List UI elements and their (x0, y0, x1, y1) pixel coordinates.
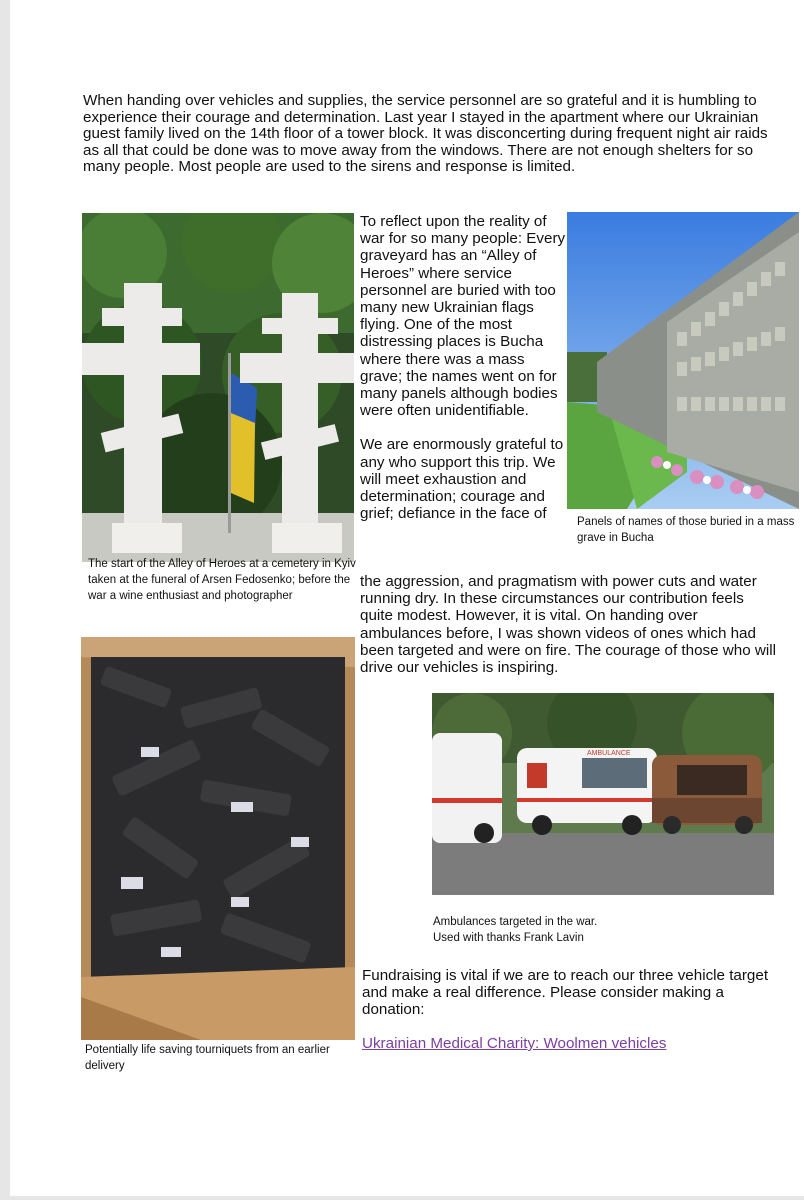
panels-caption: Panels of names of those buried in a mass grave in Bucha (577, 516, 795, 544)
reflect-paragraph: To reflect upon the reality of war for so many people: Every graveyard has an “Alley of Heroes” where service personnel are buried with too many new Ukrainian flags flying. One of the most distressing places is Bucha where there was a mass grave; the names went on for many panels although bodies were often unidentifiable. (360, 213, 566, 420)
ambulances-photo (432, 693, 774, 895)
middle-column (360, 213, 570, 522)
ambulances-caption (433, 915, 733, 947)
alley-of-heroes-photo (82, 213, 354, 562)
bucha-panels-photo (567, 212, 799, 509)
donation-link[interactable]: Ukrainian Medical Charity: Woolmen vehicles (362, 1035, 667, 1052)
tourniquets-caption: Potentially life saving tourniquets from an earlier delivery (85, 1044, 330, 1072)
tourniquets-photo (81, 637, 355, 1040)
ambulances-caption-line1: Ambulances targeted in the war. (433, 916, 598, 928)
grateful-paragraph: We are enormously grateful to any who support this trip. We will meet exhaustion and determination; courage and grief; defiance in the face of (360, 436, 564, 523)
ambulances-caption-line2: Used with thanks Frank Lavin (433, 931, 584, 944)
grateful-continuation: the aggression, and pragmatism with power cuts and water running dry. In these circumstances our contribution feels quite modest. However, it is vital. On handing over ambulances before, I was shown videos of ones which had been targeted and were on fire. The courage of those who will drive our vehicles is inspiring. (360, 573, 776, 677)
document-page (10, 0, 804, 1196)
crosses-caption: The start of the Alley of Heroes at a cemetery in Kyiv taken at the funeral of Arsen Fedosenko; before the war a wine enthusiast and photographer (88, 558, 356, 602)
ambulance-sign: AMBULANCE (587, 750, 631, 757)
closing-paragraph: Fundraising is vital if we are to reach our three vehicle target and make a real difference. Please consider making a donation: (362, 967, 769, 1018)
intro-paragraph: When handing over vehicles and supplies, the service personnel are so grateful and it is humbling to experience their courage and determination. Last year I stayed in the apartment where our Ukrainian guest family lived on the 14th floor of a tower block. It was disconcerting during frequent night air raids as all that could be done was to move away from the windows. There are not enough shelters for so many people. Most people are used to the sirens and response is limited. (83, 92, 768, 176)
